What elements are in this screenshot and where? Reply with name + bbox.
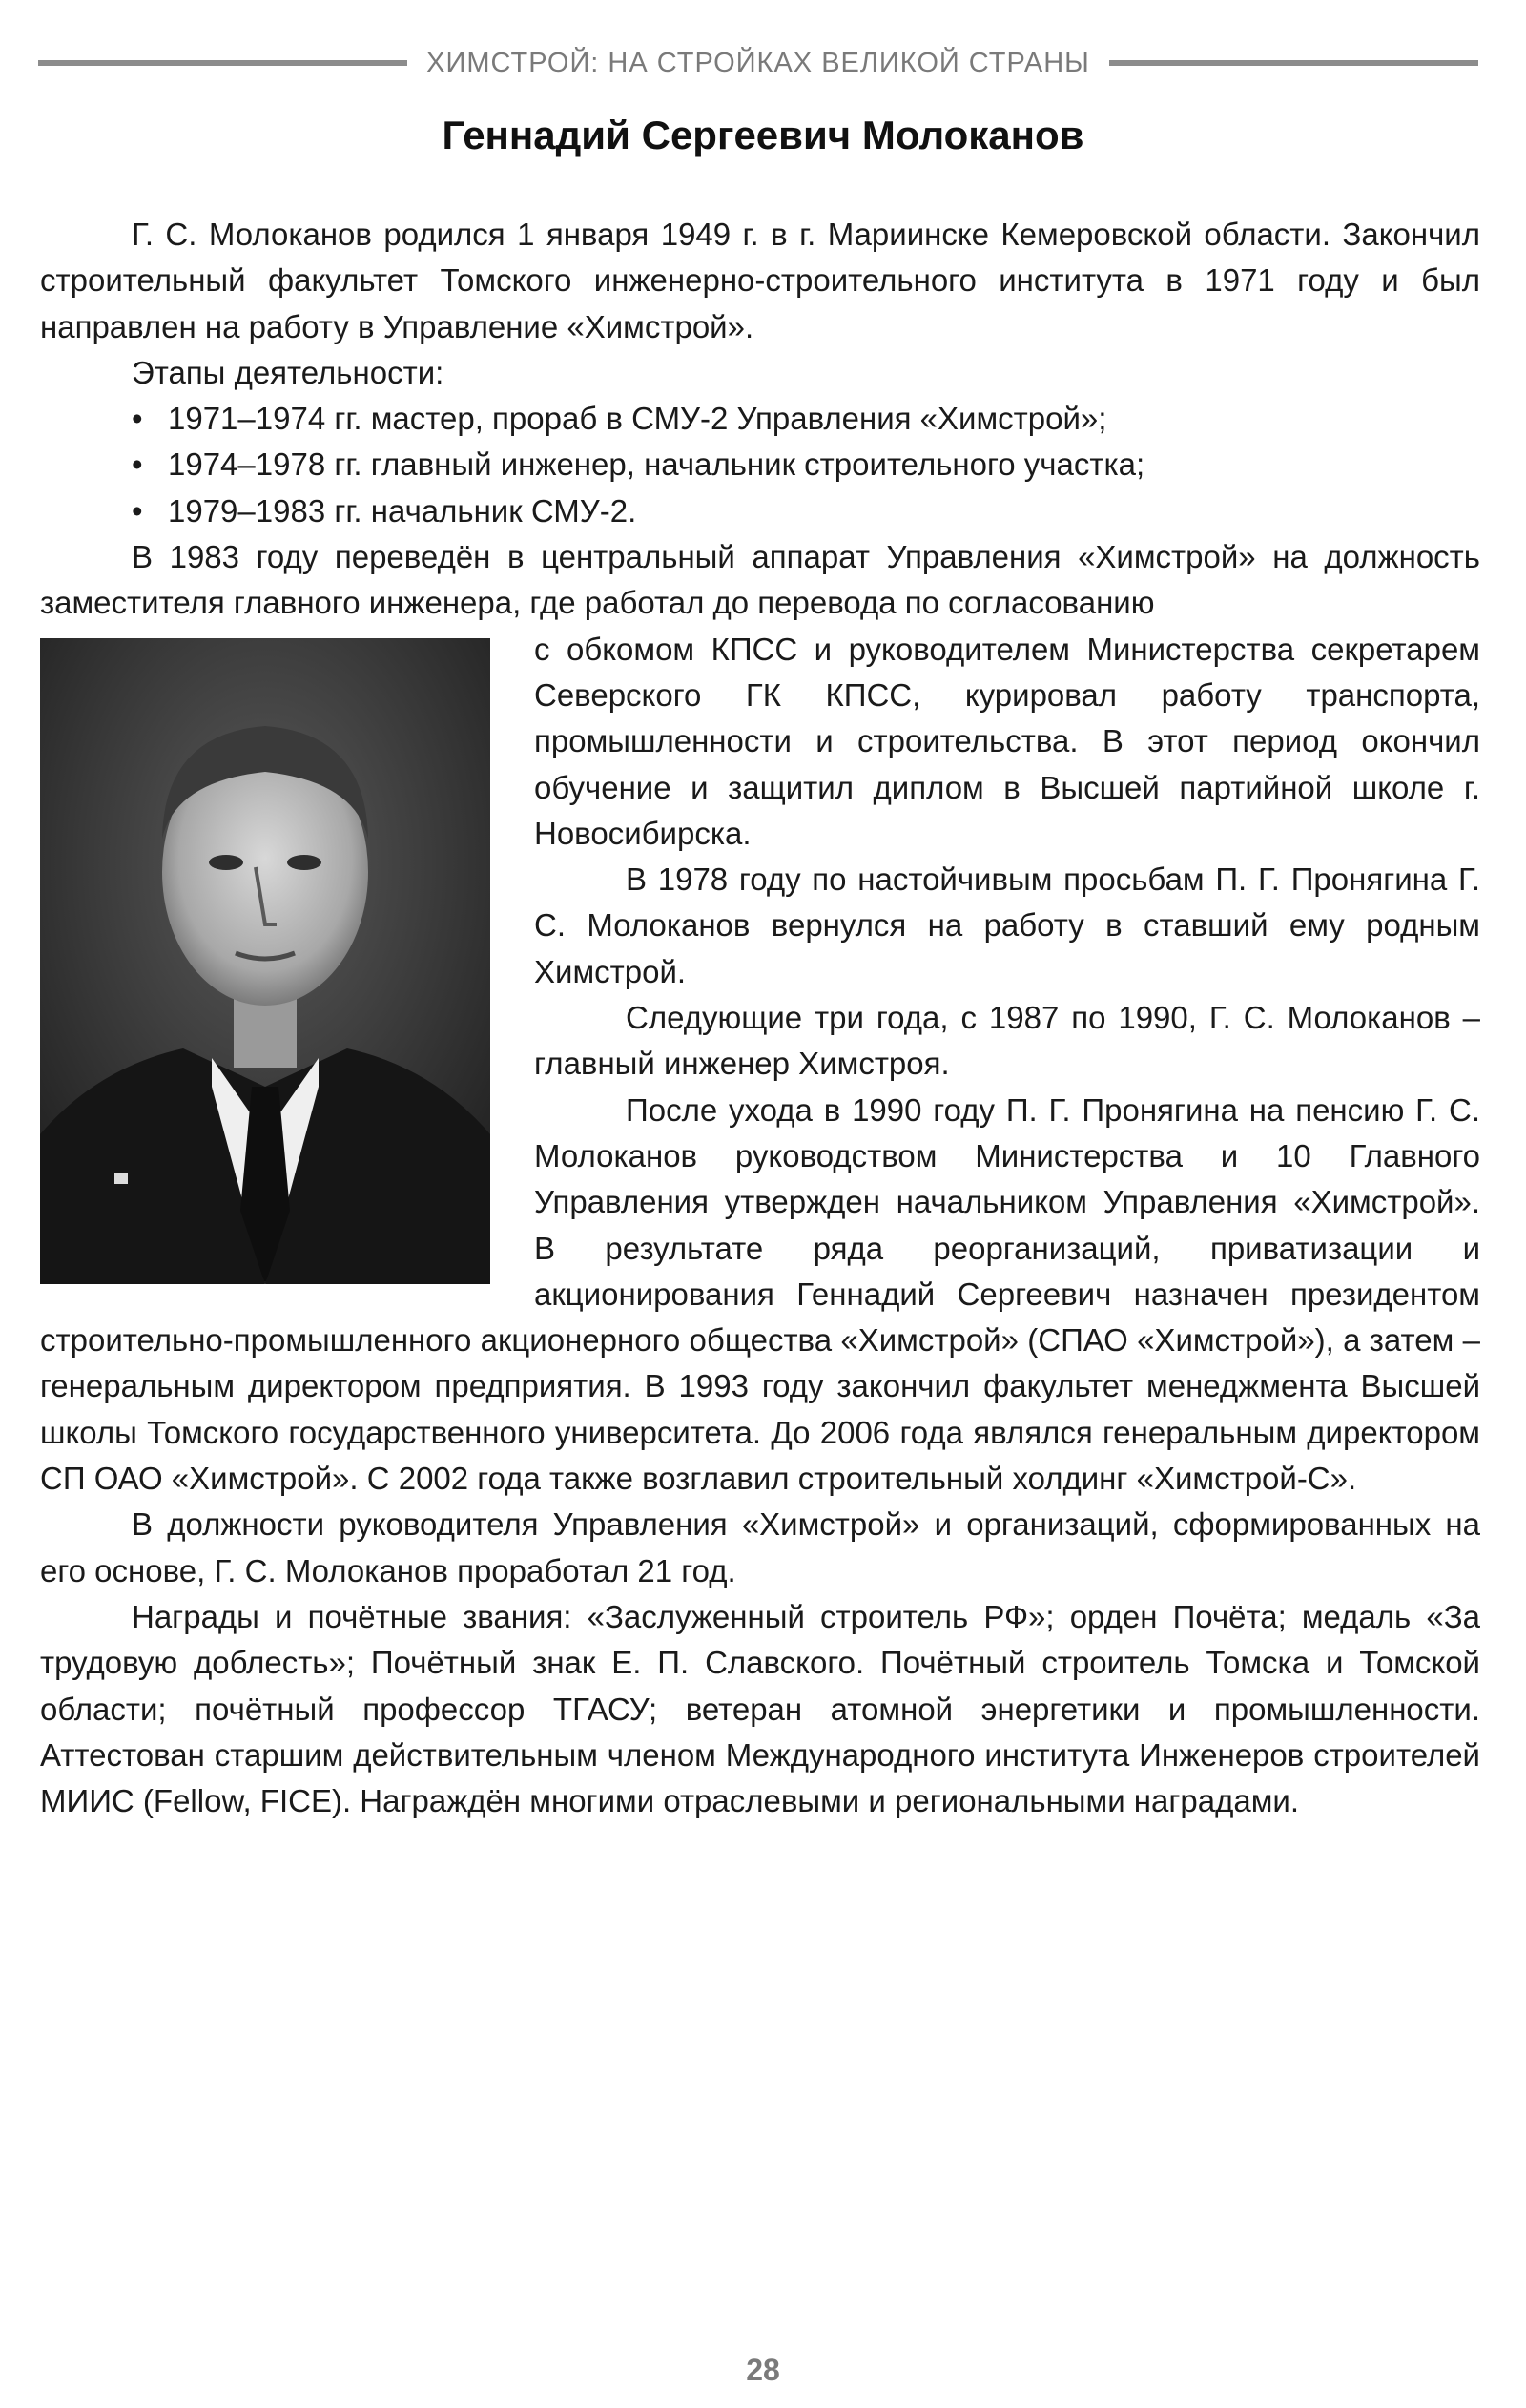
running-header [38,42,1478,84]
portrait-icon [40,638,490,1284]
intro-paragraph: Г. С. Молоканов родился 1 января 1949 г. в г. Мариинске Кемеровской области. Закончил строительный факультет Томского инженерно-строительного института в 1971 году и был направлен на работу в Управление «Химстрой». [40,217,1480,344]
bullet-icon: • [132,492,143,529]
paragraph-awards: Награды и почётные звания: «Заслуженный строитель РФ»; орден Почёта; медаль «За трудовую доблесть»; Почётный знак Е. П. Славского. Почётный строитель Томска и Томской области; почётный профессор ТГАСУ; ветеран атомной энергетики и промышленности. Аттестован старшим действительным членом Международного института Инженеров строителей МИИС (Fellow, FICE). Награждён многими отраслевыми и региональными наградами. [40,1598,1480,1819]
paragraph-1983-part-a: В 1983 году переведён в центральный аппарат Управления «Химстрой» на должность заместителя главного инженера, где работал до перевода по согласованию [40,539,1480,621]
paragraph-1987: Следующие три года, с 1987 по 1990, Г. С. Молоканов – главный инженер Химстроя. [534,1000,1480,1082]
page-number: 28 [746,2353,780,2387]
stages-heading: Этапы деятельности: [132,354,444,390]
portrait-photo [40,638,490,1284]
paragraph-1990: После ухода в 1990 году П. Г. Пронягина на пенсию Г. С. Молоканов руководством Министерства и 10 Главного Управления утвержден начальником Управления «Химстрой». В результате ряда реорганизаций, приватизации и акционирования Геннадий Сергеевич назначен президентом строительно-промышленного акционерного общества «Химстрой» (СПАО «Химстрой»), а затем – генеральным директором предприятия. В 1993 году закончил факультет менеджмента Высшей школы Томского государственного университета. До 2006 года являлся генеральным директором СП ОАО «Химстрой». С 2002 года также возглавил строительный холдинг «Химстрой-С». [40,1091,1480,1497]
paragraph-tenure: В должности руководителя Управления «Химстрой» и организаций, сформированных на его основе, Г. С. Молоканов проработал 21 год. [40,1506,1480,1588]
article-title: Геннадий Сергеевич Молоканов [442,113,1084,157]
stages-list [40,396,1480,534]
bullet-icon: • [132,401,143,437]
running-title: ХИМСТРОЙ: НА СТРОЙКАХ ВЕЛИКОЙ СТРАНЫ [426,47,1090,78]
paragraph-1978: В 1978 году по настойчивым просьбам П. Г. Пронягина Г. С. Молоканов вернулся на работу в ставший ему родным Химстрой. [534,861,1480,989]
header-rule-left [38,60,407,66]
bullet-icon: • [132,446,143,483]
article-body [40,212,1480,1824]
list-item: • 1974–1978 гг. главный инженер, начальник строительного участка; [40,442,1480,488]
paragraph-1983-part-b: с обкомом КПСС и руководителем Министерства секретарем Северского ГК КПСС, курировал работу транспорта, промышленности и строительства. В этот период окончил обучение и защитил диплом в Высшей партийной школе г. Новосибирска. [534,631,1480,851]
header-rule-right [1109,60,1478,66]
list-item: • 1971–1974 гг. мастер, прораб в СМУ-2 Управления «Химстрой»; [40,396,1480,442]
list-item: • 1979–1983 гг. начальник СМУ-2. [40,488,1480,534]
